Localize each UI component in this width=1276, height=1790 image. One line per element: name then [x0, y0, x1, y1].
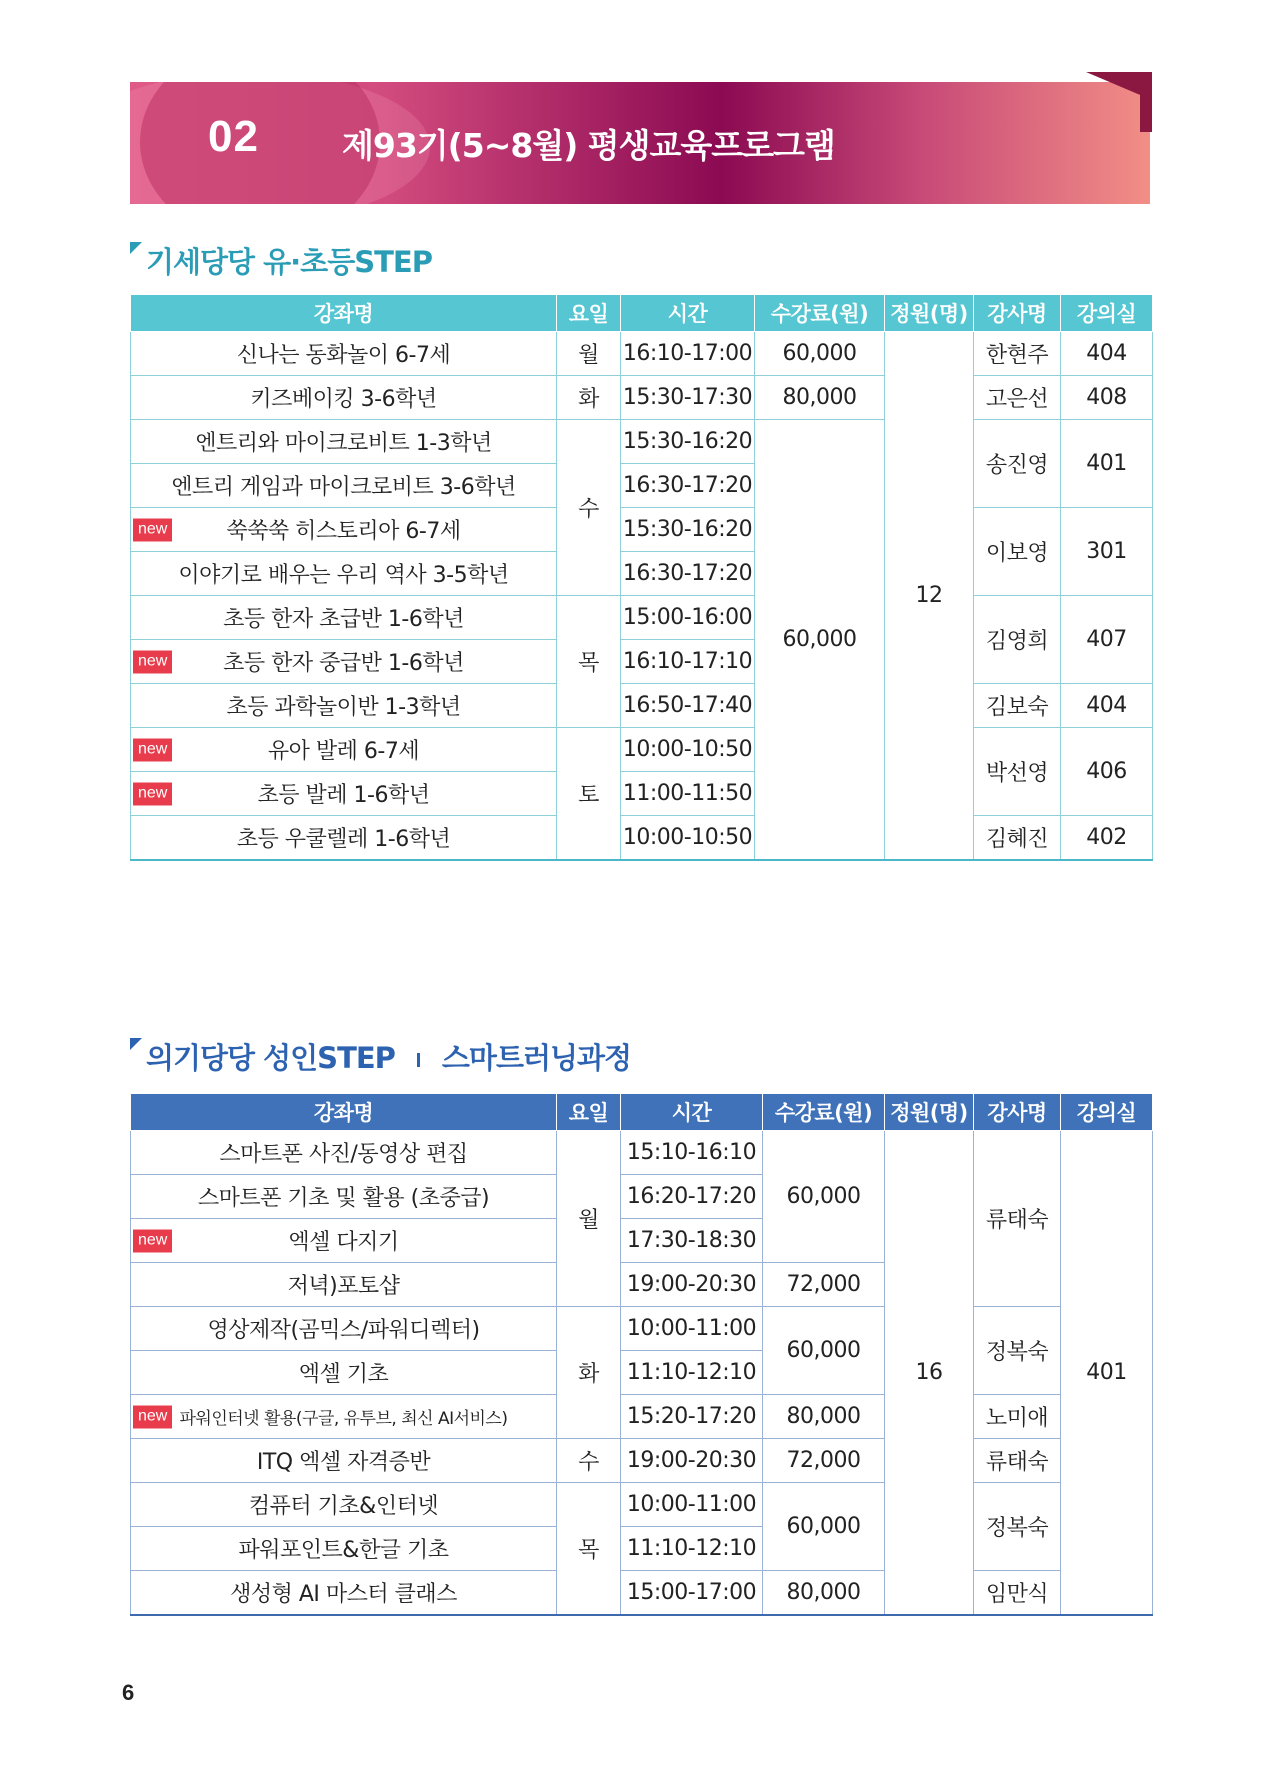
table-row: [131, 684, 1153, 728]
table-row: [131, 596, 1153, 640]
col-header: 요일: [557, 295, 621, 332]
room-cell: 407: [1061, 596, 1153, 684]
col-header: 시간: [621, 1094, 763, 1131]
room-cell: 402: [1061, 816, 1153, 861]
new-badge: new: [133, 518, 172, 541]
time-cell: 16:10-17:00: [621, 332, 755, 376]
page-title: 제93기(5~8월) 평생교육프로그램: [342, 126, 835, 165]
table-row: [131, 816, 1153, 861]
new-badge: new: [133, 782, 172, 805]
table-header-row: [131, 1094, 1153, 1131]
fee-cell: 60,000: [763, 1307, 885, 1395]
table-header-row: [131, 295, 1153, 332]
course-name: new 파워인터넷 활용(구글, 유투브, 최신 AI서비스): [131, 1395, 557, 1439]
course-name: 초등 과학놀이반 1-3학년: [131, 684, 557, 728]
instructor-cell: 송진영: [974, 420, 1061, 508]
time-cell: 15:10-16:10: [621, 1131, 763, 1175]
section2-subtitle-text: 스마트러닝과정: [441, 1041, 632, 1075]
course-name: 생성형 AI 마스터 클래스: [131, 1571, 557, 1616]
col-header: 강의실: [1061, 295, 1153, 332]
col-header: 강좌명: [131, 295, 557, 332]
day-cell: 화: [557, 1307, 621, 1439]
page-number: 6: [122, 1680, 135, 1705]
table-row: [131, 1395, 1153, 1439]
table-row: [131, 376, 1153, 420]
col-header: 수강료(원): [763, 1094, 885, 1131]
room-cell: 406: [1061, 728, 1153, 816]
room-cell: 401: [1061, 1131, 1153, 1616]
col-header: 강사명: [974, 295, 1061, 332]
time-cell: 16:30-17:20: [621, 552, 755, 596]
time-cell: 10:00-10:50: [621, 728, 755, 772]
table-row: [131, 508, 1153, 552]
time-cell: 11:10-12:10: [621, 1351, 763, 1395]
course-name: new 쑥쑥쑥 히스토리아 6-7세: [131, 508, 557, 552]
section2-table: [130, 1093, 1153, 1616]
course-name: 신나는 동화놀이 6-7세: [131, 332, 557, 376]
instructor-cell: 정복숙: [974, 1483, 1061, 1571]
time-cell: 19:00-20:30: [621, 1263, 763, 1307]
course-name: 엔트리 게임과 마이크로비트 3-6학년: [131, 464, 557, 508]
time-cell: 10:00-10:50: [621, 816, 755, 861]
time-cell: 11:00-11:50: [621, 772, 755, 816]
room-cell: 404: [1061, 684, 1153, 728]
table-row: [131, 1571, 1153, 1616]
col-header: 강사명: [974, 1094, 1061, 1131]
fee-cell: 80,000: [763, 1395, 885, 1439]
instructor-cell: 류태숙: [974, 1439, 1061, 1483]
time-cell: 11:10-12:10: [621, 1527, 763, 1571]
time-cell: 16:30-17:20: [621, 464, 755, 508]
day-cell: 수: [557, 1439, 621, 1483]
title-separator: [417, 1053, 420, 1067]
time-cell: 15:00-16:00: [621, 596, 755, 640]
time-cell: 10:00-11:00: [621, 1483, 763, 1527]
time-cell: 16:20-17:20: [621, 1175, 763, 1219]
triangle-icon: [130, 1038, 142, 1050]
instructor-cell: 정복숙: [974, 1307, 1061, 1395]
col-header: 강의실: [1061, 1094, 1153, 1131]
section1-title-text: 기세당당 유·초등STEP: [146, 245, 432, 279]
instructor-cell: 한현주: [974, 332, 1061, 376]
fee-cell: 80,000: [755, 376, 885, 420]
day-cell: 화: [557, 376, 621, 420]
day-cell: 목: [557, 596, 621, 728]
time-cell: 15:30-16:20: [621, 508, 755, 552]
section1-table: [130, 294, 1153, 861]
fee-cell: 60,000: [763, 1483, 885, 1571]
day-cell: 수: [557, 420, 621, 596]
section2-title-text: 의기당당 성인STEP: [146, 1041, 395, 1075]
course-name: 엑셀 기초: [131, 1351, 557, 1395]
fee-cell: 60,000: [755, 332, 885, 376]
triangle-icon: [130, 242, 142, 254]
table-row: [131, 1307, 1153, 1351]
instructor-cell: 박선영: [974, 728, 1061, 816]
capacity-cell: 12: [885, 332, 974, 861]
room-cell: 404: [1061, 332, 1153, 376]
instructor-cell: 김혜진: [974, 816, 1061, 861]
new-badge: new: [133, 738, 172, 761]
instructor-cell: 류태숙: [974, 1131, 1061, 1307]
section2-title: [130, 1036, 631, 1077]
instructor-cell: 김보숙: [974, 684, 1061, 728]
day-cell: 목: [557, 1483, 621, 1616]
instructor-cell: 고은선: [974, 376, 1061, 420]
new-badge: new: [133, 650, 172, 673]
course-name: 파워포인트&한글 기초: [131, 1527, 557, 1571]
time-cell: 15:20-17:20: [621, 1395, 763, 1439]
table-row: [131, 332, 1153, 376]
table-row: [131, 1439, 1153, 1483]
room-cell: 301: [1061, 508, 1153, 596]
fee-cell: 72,000: [763, 1263, 885, 1307]
time-cell: 15:00-17:00: [621, 1571, 763, 1616]
section1-title: [130, 240, 432, 281]
course-name: new 엑셀 다지기: [131, 1219, 557, 1263]
room-cell: 408: [1061, 376, 1153, 420]
day-cell: 월: [557, 332, 621, 376]
table-row: [131, 1483, 1153, 1527]
col-header: 시간: [621, 295, 755, 332]
time-cell: 16:10-17:10: [621, 640, 755, 684]
col-header: 강좌명: [131, 1094, 557, 1131]
time-cell: 16:50-17:40: [621, 684, 755, 728]
course-name: new 유아 발레 6-7세: [131, 728, 557, 772]
section-number: 02: [208, 112, 259, 161]
table-row: [131, 1131, 1153, 1175]
course-name: ITQ 엑셀 자격증반: [131, 1439, 557, 1483]
course-name: 이야기로 배우는 우리 역사 3-5학년: [131, 552, 557, 596]
fee-cell: 72,000: [763, 1439, 885, 1483]
header-banner: [130, 82, 1150, 204]
course-name: new 초등 발레 1-6학년: [131, 772, 557, 816]
room-cell: 401: [1061, 420, 1153, 508]
time-cell: 15:30-17:30: [621, 376, 755, 420]
table-row: [131, 728, 1153, 772]
col-header: 요일: [557, 1094, 621, 1131]
course-name: 엔트리와 마이크로비트 1-3학년: [131, 420, 557, 464]
course-name: 스마트폰 사진/동영상 편집: [131, 1131, 557, 1175]
corner-decoration-bar: [1140, 72, 1152, 132]
fee-cell: 80,000: [763, 1571, 885, 1616]
course-name: new 초등 한자 중급반 1-6학년: [131, 640, 557, 684]
course-name: 저녁)포토샵: [131, 1263, 557, 1307]
capacity-cell: 16: [885, 1131, 974, 1616]
day-cell: 월: [557, 1131, 621, 1307]
course-name: 키즈베이킹 3-6학년: [131, 376, 557, 420]
day-cell: 토: [557, 728, 621, 861]
instructor-cell: 임만식: [974, 1571, 1061, 1616]
time-cell: 19:00-20:30: [621, 1439, 763, 1483]
time-cell: 15:30-16:20: [621, 420, 755, 464]
course-name: 초등 우쿨렐레 1-6학년: [131, 816, 557, 861]
instructor-cell: 이보영: [974, 508, 1061, 596]
col-header: 정원(명): [885, 295, 974, 332]
fee-cell: 60,000: [763, 1131, 885, 1263]
new-badge: new: [133, 1405, 172, 1428]
course-name: 컴퓨터 기초&인터넷: [131, 1483, 557, 1527]
col-header: 수강료(원): [755, 295, 885, 332]
course-name: 초등 한자 초급반 1-6학년: [131, 596, 557, 640]
fee-cell: 60,000: [755, 420, 885, 861]
instructor-cell: 노미애: [974, 1395, 1061, 1439]
instructor-cell: 김영희: [974, 596, 1061, 684]
table-row: [131, 420, 1153, 464]
new-badge: new: [133, 1229, 172, 1252]
time-cell: 17:30-18:30: [621, 1219, 763, 1263]
time-cell: 10:00-11:00: [621, 1307, 763, 1351]
course-name: 영상제작(곰믹스/파워디렉터): [131, 1307, 557, 1351]
col-header: 정원(명): [885, 1094, 974, 1131]
course-name: 스마트폰 기초 및 활용 (초중급): [131, 1175, 557, 1219]
